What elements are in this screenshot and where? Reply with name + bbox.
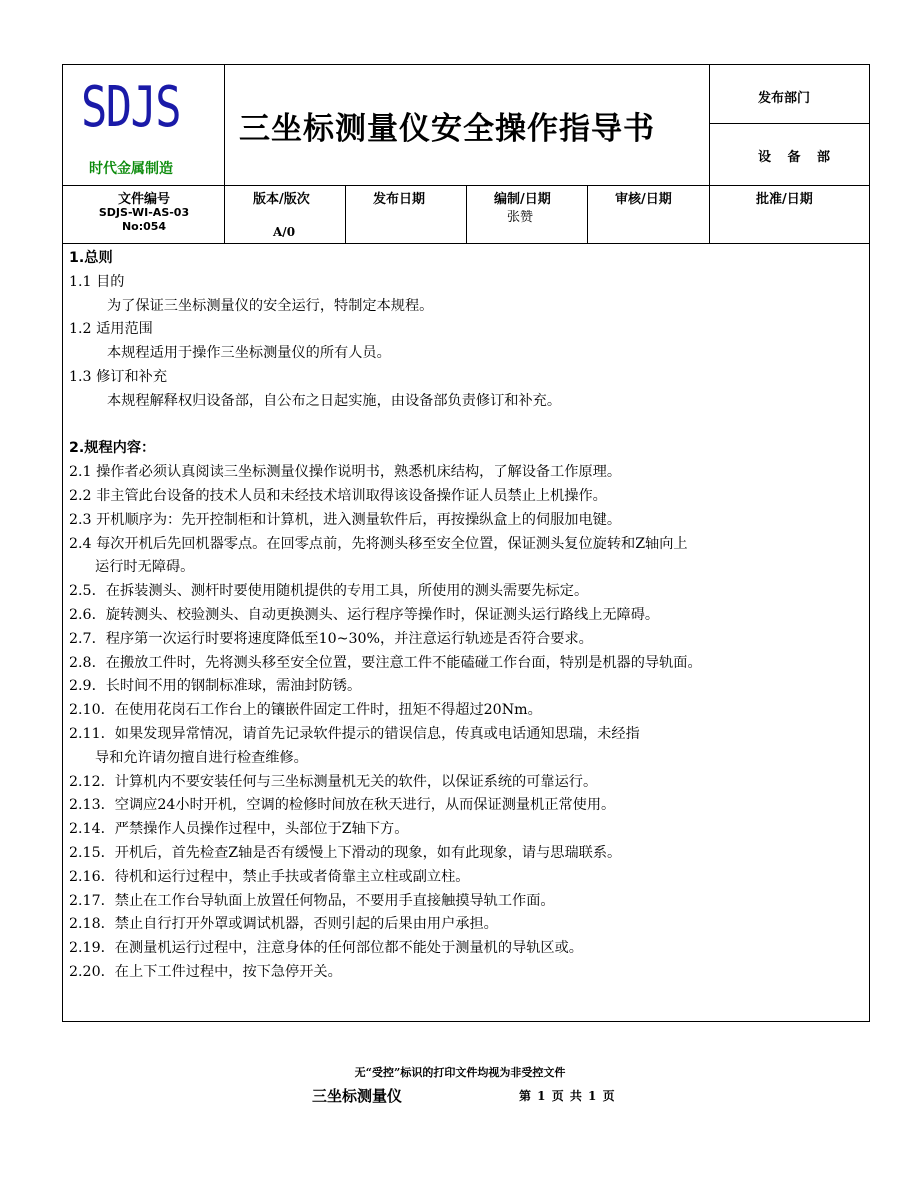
rule-item: 2.20．在上下工件过程中，按下急停开关。 — [69, 963, 342, 980]
subsection-heading: 1.1 目的 — [69, 273, 125, 290]
author-label: 编制/日期 — [494, 192, 551, 207]
author-cell — [467, 186, 588, 243]
document-title: 三坐标测量仪安全操作指导书 — [239, 111, 655, 147]
section-heading: 2.规程内容： — [69, 440, 156, 457]
issue-date-cell — [346, 186, 467, 243]
doc-number-value — [63, 206, 225, 234]
version-label: 版本/版次 — [253, 192, 310, 207]
paragraph: 本规程解释权归设备部，自公布之日起实施，由设备部负责修订和补充。 — [107, 392, 562, 409]
rule-item: 2.2 非主管此台设备的技术人员和未经技术培训取得该设备操作证人员禁止上机操作。 — [69, 487, 607, 504]
document-frame — [62, 64, 870, 1022]
section-heading: 1.总则 — [69, 250, 113, 266]
dept-label: 发布部门 — [758, 91, 811, 106]
review-cell — [588, 186, 710, 243]
document-body — [69, 247, 869, 985]
rule-item: 2.3 开机顺序为：先开控制柜和计算机，进入测量软件后，再按操纵盒上的伺服加电键。 — [69, 511, 622, 528]
footer-short-title: 三坐标测量仪 — [312, 1087, 403, 1105]
rule-item: 2.10．在使用花岗石工作台上的镶嵌件固定工件时，扭矩不得超过20Nm。 — [69, 702, 542, 719]
company-name: 时代金属制造 — [89, 161, 173, 177]
rule-item: 2.13．空调应24小时开机，空调的检修时间放在秋天进行，从而保证测量机正常使用。 — [69, 797, 616, 814]
rule-item: 2.5．在拆装测头、测杆时要使用随机提供的专用工具，所使用的测头需要先标定。 — [69, 583, 589, 600]
paragraph: 本规程适用于操作三坐标测量仪的所有人员。 — [107, 345, 391, 362]
paragraph: 为了保证三坐标测量仪的安全运行，特制定本规程。 — [107, 297, 434, 314]
rule-item: 2.4 每次开机后先回机器零点。在回零点前，先将测头移至安全位置，保证测头复位旋转和Z轴向上 — [69, 535, 688, 552]
doc-number-line2: No:054 — [121, 220, 167, 233]
rule-item: 2.8．在搬放工件时，先将测头移至安全位置，要注意工件不能磕碰工作台面，特别是机器的导轨面。 — [69, 654, 702, 671]
subsection-heading: 1.2 适用范围 — [69, 321, 153, 338]
meta-row — [63, 186, 869, 244]
version-cell — [225, 186, 346, 243]
approve-cell — [710, 186, 869, 243]
review-label: 审核/日期 — [615, 192, 672, 207]
blank-line — [69, 414, 869, 438]
document-header — [63, 65, 869, 186]
rule-item: 2.18．禁止自行打开外罩或调试机器，否则引起的后果由用户承担。 — [69, 916, 498, 933]
rule-item: 2.1 操作者必须认真阅读三坐标测量仪操作说明书，熟悉机床结构，了解设备工作原理。 — [69, 464, 622, 481]
doc-number-line1: SDJS-WI-AS-03 — [98, 206, 190, 219]
logo-cell — [63, 65, 225, 185]
dept-label-cell — [710, 65, 869, 124]
rule-item: 2.17．禁止在工作台导轨面上放置任何物品，不要用手直接触摸导轨工作面。 — [69, 892, 555, 909]
rule-item: 2.6．旋转测头、校验测头、自动更换测头、运行程序等操作时，保证测头运行路线上无障碍。 — [69, 606, 660, 623]
rule-item: 2.11．如果发现异常情况，请首先记录软件提示的错误信息，传真或电话通知思瑞，未经指 — [69, 725, 640, 742]
rule-item: 2.19．在测量机运行过程中，注意身体的任何部位都不能处于测量机的导轨区或。 — [69, 940, 583, 957]
rule-item: 2.9．长时间不用的钢制标准球，需油封防锈。 — [69, 678, 362, 695]
rule-item: 2.16．待机和运行过程中，禁止手扶或者倚靠主立柱或副立柱。 — [69, 868, 470, 885]
rule-item-continuation: 导和允许请勿擅自进行检查维修。 — [95, 749, 308, 766]
rule-item: 2.14．严禁操作人员操作过程中，头部位于Z轴下方。 — [69, 821, 409, 838]
title-cell — [225, 65, 710, 185]
issue-date-label: 发布日期 — [373, 192, 426, 207]
rule-item: 2.12．计算机内不要安装任何与三坐标测量机无关的软件，以保证系统的可靠运行。 — [69, 773, 598, 790]
approve-label: 批准/日期 — [756, 192, 813, 207]
doc-number-label: 文件编号 — [117, 192, 170, 207]
doc-number-cell — [63, 186, 225, 243]
control-notice: 无“受控”标识的打印文件均视为非受控文件 — [354, 1066, 566, 1079]
rule-item-continuation: 运行时无障碍。 — [95, 559, 195, 576]
dept-value-cell — [710, 124, 869, 185]
dept-value: 设 备 部 — [758, 150, 837, 165]
rule-item: 2.7．程序第一次运行时要将速度降低至10~30%，并注意运行轨迹是否符合要求。 — [69, 630, 593, 647]
rule-item: 2.15．开机后，首先检查Z轴是否有缓慢上下滑动的现象，如有此现象，请与思瑞联系。 — [69, 844, 622, 861]
company-logo: SDJS — [81, 75, 180, 140]
version-value: A/0 — [273, 225, 296, 239]
subsection-heading: 1.3 修订和补充 — [69, 368, 168, 385]
page-number: 第 1 页 共 1 页 — [519, 1089, 616, 1103]
author-value: 张赞 — [507, 210, 534, 225]
